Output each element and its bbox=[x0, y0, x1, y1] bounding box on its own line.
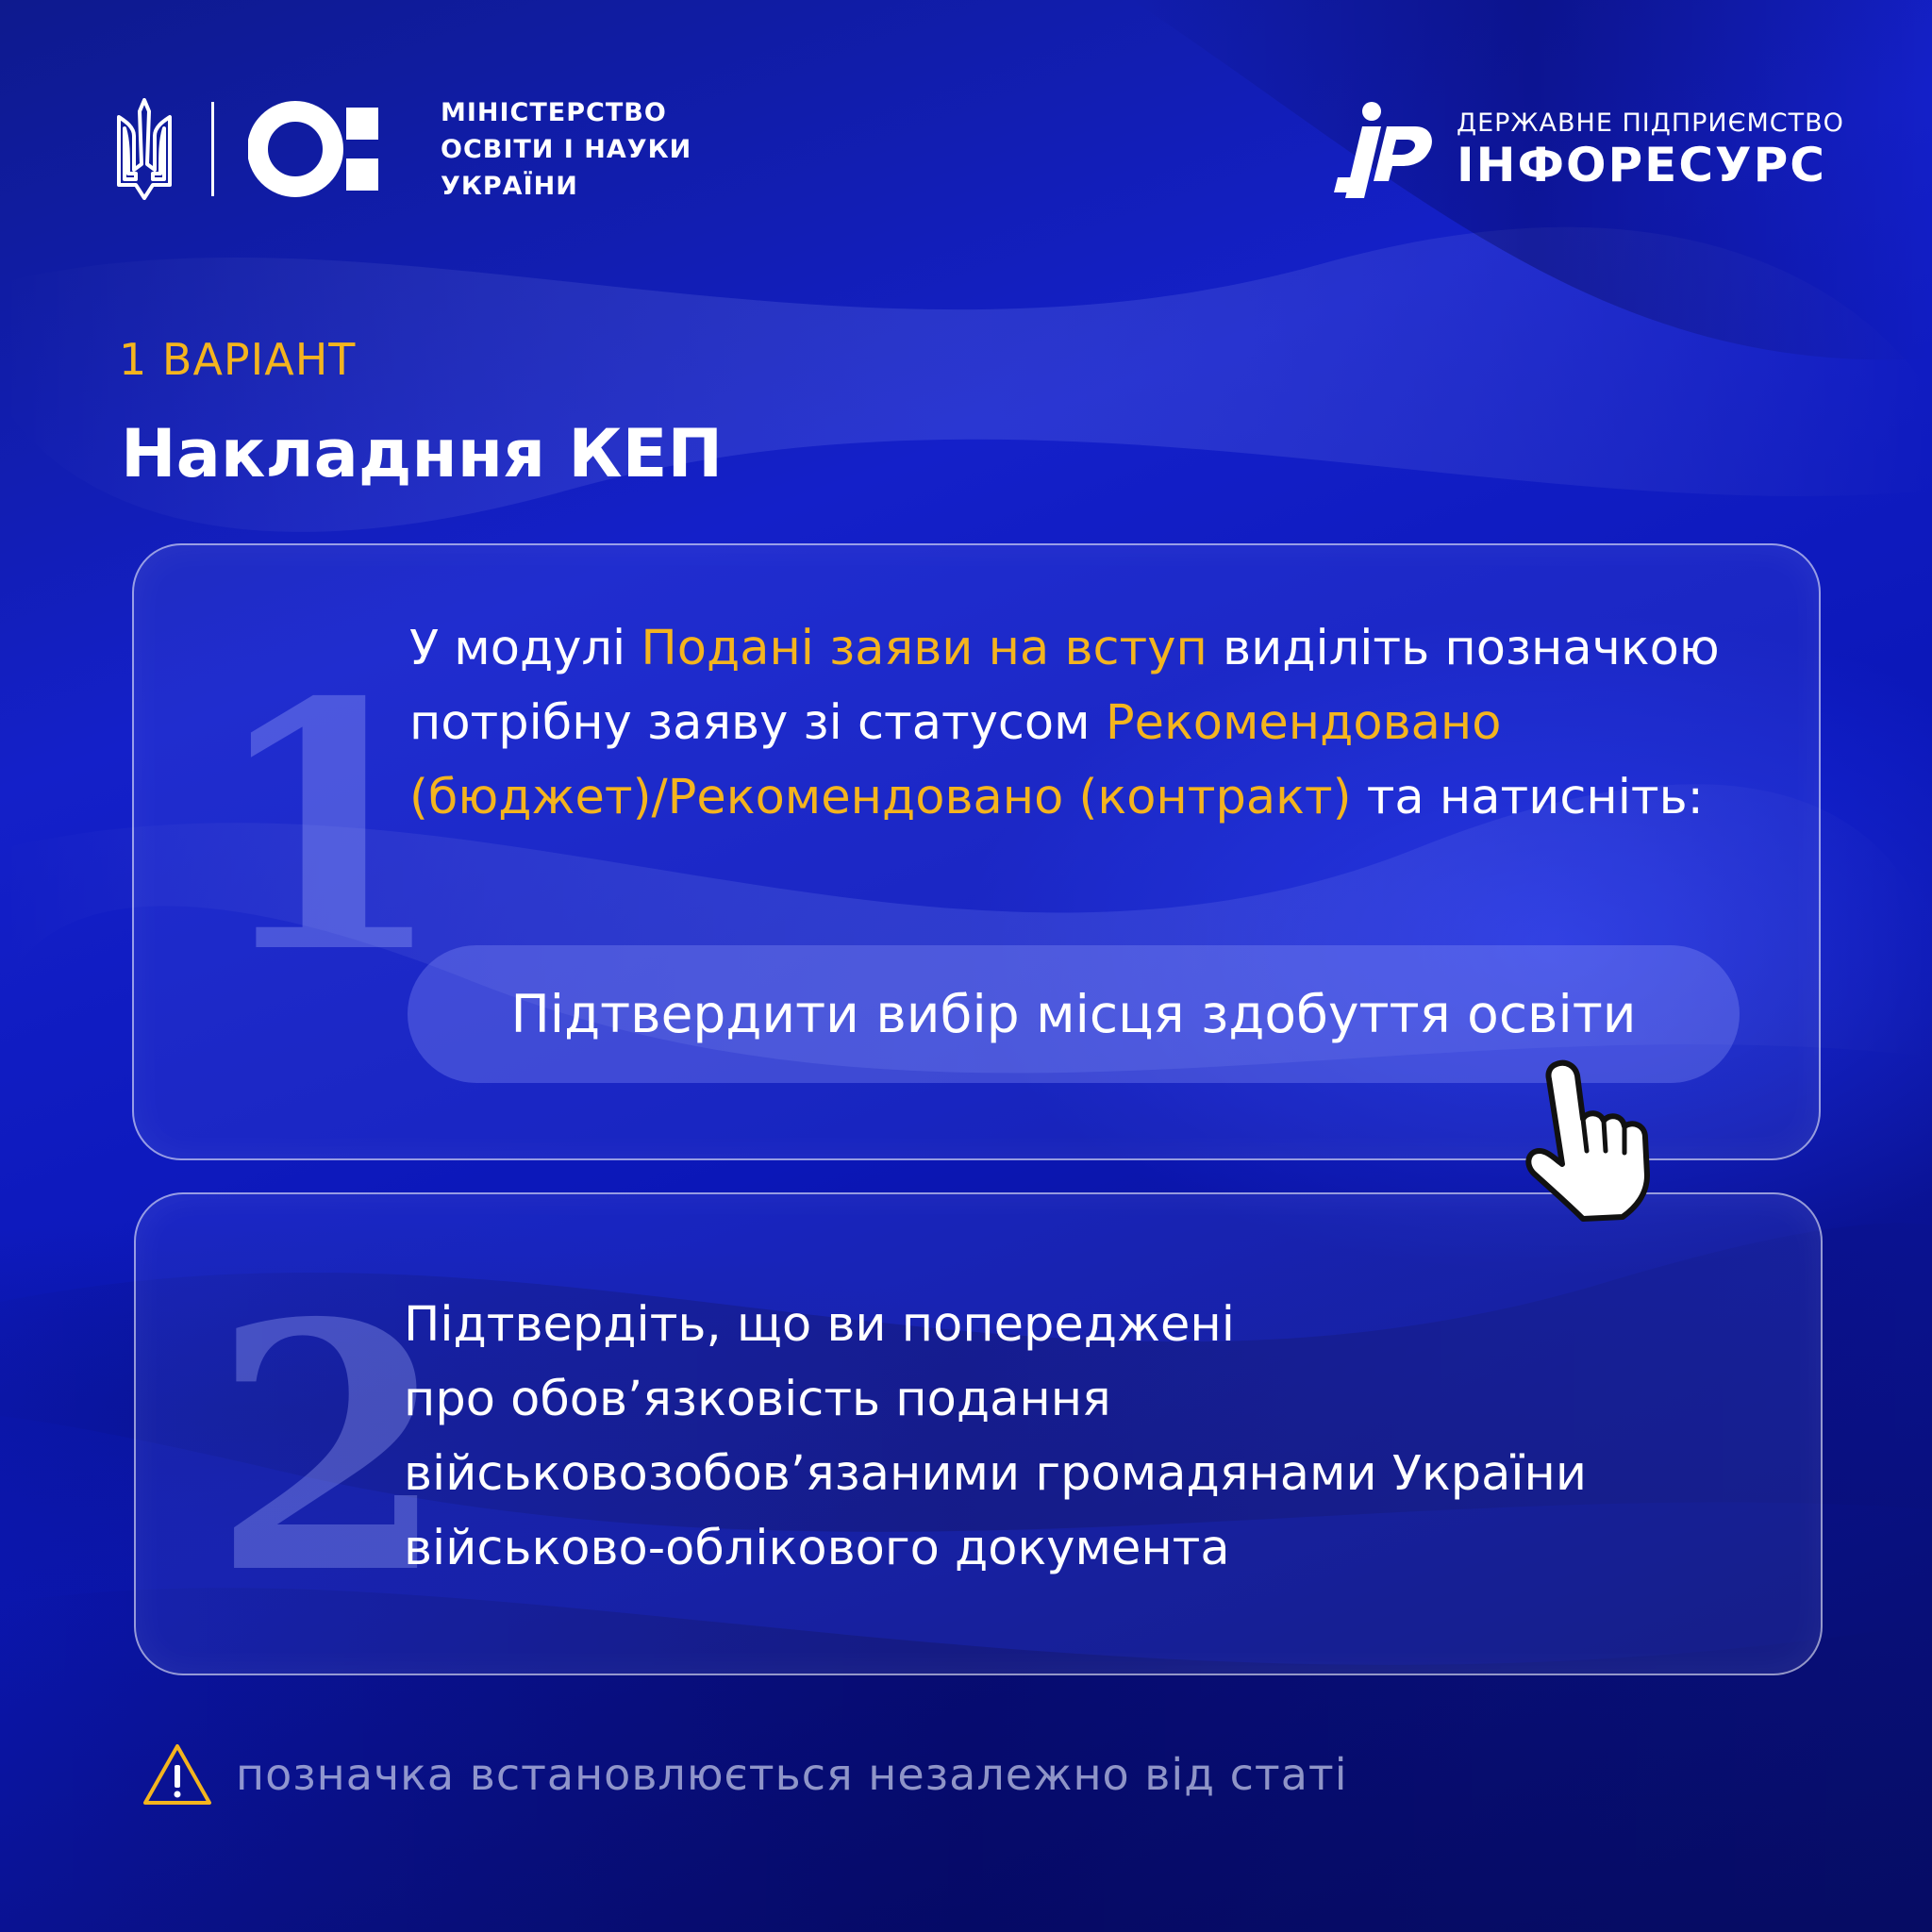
hand-pointer-icon bbox=[1521, 1057, 1653, 1223]
note-text: позначка встановлюється незалежно від статі bbox=[236, 1749, 1348, 1800]
inforesurs-logo-icon bbox=[1334, 100, 1434, 198]
step-2-text bbox=[404, 1288, 1781, 1586]
header-divider bbox=[211, 102, 214, 196]
step-1-text bbox=[409, 611, 1768, 835]
step-1-status-name: Рекомендовано (бюджет)/Рекомендовано (контракт) bbox=[409, 695, 1502, 825]
step-2-card bbox=[134, 1192, 1823, 1675]
trident-icon bbox=[111, 98, 177, 200]
ministry-name-line-3: УКРАЇНИ bbox=[441, 171, 578, 201]
step-2-line-1: Підтвердіть, що ви попереджені bbox=[404, 1297, 1235, 1353]
ministry-logo-block bbox=[111, 98, 691, 200]
step-2-line-4: військово-облікового документа bbox=[404, 1521, 1230, 1576]
step-2-number: 2 bbox=[211, 1249, 448, 1648]
page-title: Накладння КЕП bbox=[121, 415, 724, 492]
step-1-module-name: Подані заяви на вступ bbox=[641, 621, 1208, 676]
ministry-name-line-2: ОСВІТИ І НАУКИ bbox=[441, 134, 692, 164]
ministry-name-line-1: МІНІСТЕРСТВО bbox=[441, 97, 667, 127]
enterprise-name: ІНФОРЕСУРС bbox=[1457, 138, 1826, 192]
step-1-text-part-1: У модулі bbox=[409, 621, 641, 676]
confirm-choice-button[interactable]: Підтвердити вибір місця здобуття освіти bbox=[408, 945, 1740, 1083]
inforesurs-logo-block bbox=[1334, 100, 1844, 198]
ministry-name bbox=[441, 94, 691, 205]
moe-logo-icon bbox=[248, 98, 380, 200]
variant-label: 1 ВАРІАНТ bbox=[119, 334, 357, 385]
step-2-line-2: про обов’язковість подання bbox=[404, 1372, 1111, 1427]
step-1-text-part-3: та натисніть: bbox=[1351, 770, 1704, 825]
gender-note bbox=[142, 1741, 1347, 1807]
step-1-number: 1 bbox=[209, 628, 446, 1027]
step-2-line-3: військовозобов’язаними громадянами України bbox=[404, 1446, 1587, 1502]
enterprise-subtitle: ДЕРЖАВНЕ ПІДПРИЄМСТВО bbox=[1457, 108, 1844, 138]
step-1-text-part-2: виділіть позначкою потрібну заяву зі статусом bbox=[409, 621, 1720, 751]
warning-icon bbox=[142, 1742, 213, 1807]
